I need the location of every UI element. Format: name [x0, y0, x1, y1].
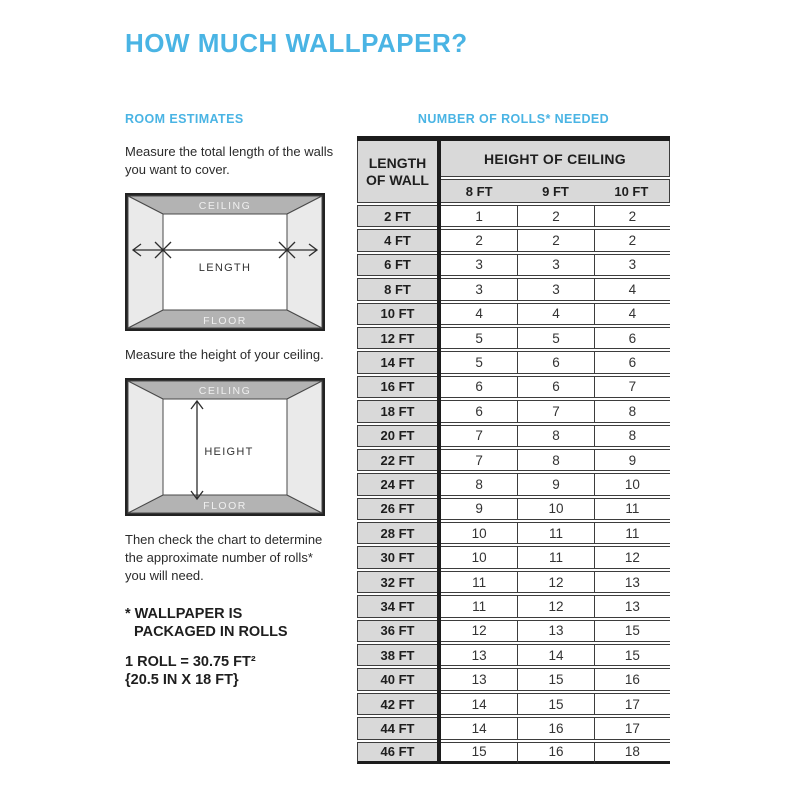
row-label-28-ft: 28 FT	[357, 522, 437, 544]
row-label-38-ft: 38 FT	[357, 644, 437, 666]
rolls-value-cell: 9	[441, 498, 517, 520]
row-label-4-ft: 4 FT	[357, 229, 437, 251]
rolls-value-cell: 11	[517, 546, 593, 568]
rolls-value-cell: 10	[517, 498, 593, 520]
wallpaper-packaging-note	[125, 605, 343, 641]
rolls-value-cell: 13	[517, 620, 593, 642]
floor-label: FLOOR	[203, 500, 247, 512]
roll-size-line-2: {20.5 IN X 18 FT}	[125, 672, 239, 688]
column-header-length-of-wall: LENGTH OF WALL	[357, 141, 437, 203]
rolls-value-cell: 16	[517, 742, 593, 764]
ceiling-label: CEILING	[198, 385, 252, 397]
rolls-value-cell: 10	[594, 473, 670, 495]
rolls-value-cell: 2	[517, 229, 593, 251]
rolls-value-cell: 6	[594, 327, 670, 349]
row-label-42-ft: 42 FT	[357, 693, 437, 715]
row-label-44-ft: 44 FT	[357, 717, 437, 739]
rolls-value-cell: 8	[517, 425, 593, 447]
rolls-value-cell: 11	[517, 522, 593, 544]
rolls-value-cell: 15	[517, 693, 593, 715]
left-wall-panel	[128, 381, 163, 513]
row-label-22-ft: 22 FT	[357, 449, 437, 471]
rolls-value-cell: 1	[441, 205, 517, 227]
page-title: HOW MUCH WALLPAPER?	[125, 28, 468, 58]
rolls-value-cell: 7	[441, 425, 517, 447]
rolls-value-cell: 11	[441, 595, 517, 617]
row-label-8-ft: 8 FT	[357, 278, 437, 300]
rolls-value-cell: 16	[594, 668, 670, 690]
row-label-2-ft: 2 FT	[357, 205, 437, 227]
rolls-value-cell: 8	[594, 425, 670, 447]
column-group-header-height-of-ceiling: HEIGHT OF CEILING	[441, 141, 670, 177]
rolls-value-cell: 5	[517, 327, 593, 349]
rolls-value-cell: 10	[441, 546, 517, 568]
rolls-value-cell: 11	[594, 498, 670, 520]
rolls-value-cell: 9	[517, 473, 593, 495]
rolls-value-cell: 4	[517, 303, 593, 325]
rolls-value-cell: 7	[594, 376, 670, 398]
row-label-20-ft: 20 FT	[357, 425, 437, 447]
rolls-value-cell: 10	[441, 522, 517, 544]
length-label: LENGTH	[198, 262, 252, 274]
rolls-value-cell: 14	[517, 644, 593, 666]
rolls-value-cell: 2	[594, 205, 670, 227]
row-label-32-ft: 32 FT	[357, 571, 437, 593]
rolls-value-cell: 17	[594, 717, 670, 739]
rolls-value-cell: 8	[441, 473, 517, 495]
row-label-36-ft: 36 FT	[357, 620, 437, 642]
rolls-needed-panel	[357, 112, 670, 764]
row-label-40-ft: 40 FT	[357, 668, 437, 690]
rolls-table	[357, 136, 670, 764]
rolls-value-cell: 14	[441, 717, 517, 739]
rolls-value-cell: 18	[594, 742, 670, 764]
row-label-30-ft: 30 FT	[357, 546, 437, 568]
rolls-value-cell: 15	[594, 620, 670, 642]
column-header-10ft: 10 FT	[594, 179, 670, 203]
rolls-value-cell: 8	[517, 449, 593, 471]
instruction-check-chart: Then check the chart to determine the approximate number of rolls* you will need.	[125, 532, 323, 583]
left-wall-panel	[128, 196, 163, 328]
rolls-value-cell: 3	[594, 254, 670, 276]
rolls-table-heading: NUMBER OF ROLLS* NEEDED	[417, 112, 610, 126]
rolls-value-cell: 15	[594, 644, 670, 666]
column-header-8ft: 8 FT	[441, 179, 517, 203]
rolls-value-cell: 9	[594, 449, 670, 471]
rolls-value-cell: 12	[441, 620, 517, 642]
row-label-46-ft: 46 FT	[357, 742, 437, 764]
rolls-value-cell: 12	[517, 595, 593, 617]
row-label-10-ft: 10 FT	[357, 303, 437, 325]
rolls-value-cell: 14	[441, 693, 517, 715]
room-estimates-heading: ROOM ESTIMATES	[125, 112, 244, 126]
roll-size-info	[125, 653, 343, 689]
rolls-value-cell: 2	[594, 229, 670, 251]
rolls-value-cell: 3	[441, 254, 517, 276]
row-label-26-ft: 26 FT	[357, 498, 437, 520]
note-line-1: * WALLPAPER IS	[125, 606, 243, 622]
row-label-34-ft: 34 FT	[357, 595, 437, 617]
rolls-value-cell: 11	[594, 522, 670, 544]
rolls-value-cell: 6	[517, 376, 593, 398]
rolls-value-cell: 4	[441, 303, 517, 325]
rolls-value-cell: 13	[441, 668, 517, 690]
row-label-14-ft: 14 FT	[357, 351, 437, 373]
row-label-12-ft: 12 FT	[357, 327, 437, 349]
rolls-value-cell: 6	[441, 400, 517, 422]
row-label-16-ft: 16 FT	[357, 376, 437, 398]
room-estimates-panel	[125, 112, 343, 689]
rolls-value-cell: 12	[517, 571, 593, 593]
rolls-value-cell: 15	[517, 668, 593, 690]
floor-label: FLOOR	[203, 315, 247, 327]
rolls-value-cell: 3	[441, 278, 517, 300]
rolls-value-cell: 6	[517, 351, 593, 373]
room-length-diagram	[125, 193, 325, 331]
rolls-value-cell: 2	[517, 205, 593, 227]
ceiling-label: CEILING	[198, 200, 252, 212]
rolls-value-cell: 3	[517, 254, 593, 276]
instruction-measure-length: Measure the total length of the walls you want to cover.	[125, 144, 334, 177]
column-header-9ft: 9 FT	[517, 179, 593, 203]
rolls-value-cell: 5	[441, 351, 517, 373]
right-wall-panel	[287, 381, 322, 513]
right-wall-panel	[287, 196, 322, 328]
row-label-24-ft: 24 FT	[357, 473, 437, 495]
rolls-value-cell: 16	[517, 717, 593, 739]
rolls-value-cell: 13	[594, 571, 670, 593]
room-height-diagram	[125, 378, 325, 516]
rolls-value-cell: 7	[441, 449, 517, 471]
rolls-value-cell: 8	[594, 400, 670, 422]
note-line-2: PACKAGED IN ROLLS	[134, 624, 288, 640]
rolls-value-cell: 6	[594, 351, 670, 373]
rolls-value-cell: 3	[517, 278, 593, 300]
rolls-value-cell: 15	[441, 742, 517, 764]
rolls-value-cell: 13	[594, 595, 670, 617]
rolls-value-cell: 4	[594, 303, 670, 325]
roll-size-line-1: 1 ROLL = 30.75 FT²	[125, 654, 256, 670]
row-label-6-ft: 6 FT	[357, 254, 437, 276]
rolls-value-cell: 6	[441, 376, 517, 398]
height-label: HEIGHT	[204, 446, 254, 458]
instruction-measure-height: Measure the height of your ceiling.	[125, 347, 324, 362]
rolls-value-cell: 17	[594, 693, 670, 715]
rolls-value-cell: 5	[441, 327, 517, 349]
rolls-value-cell: 2	[441, 229, 517, 251]
rolls-value-cell: 11	[441, 571, 517, 593]
row-label-18-ft: 18 FT	[357, 400, 437, 422]
rolls-value-cell: 12	[594, 546, 670, 568]
rolls-value-cell: 4	[594, 278, 670, 300]
rolls-value-cell: 13	[441, 644, 517, 666]
rolls-value-cell: 7	[517, 400, 593, 422]
